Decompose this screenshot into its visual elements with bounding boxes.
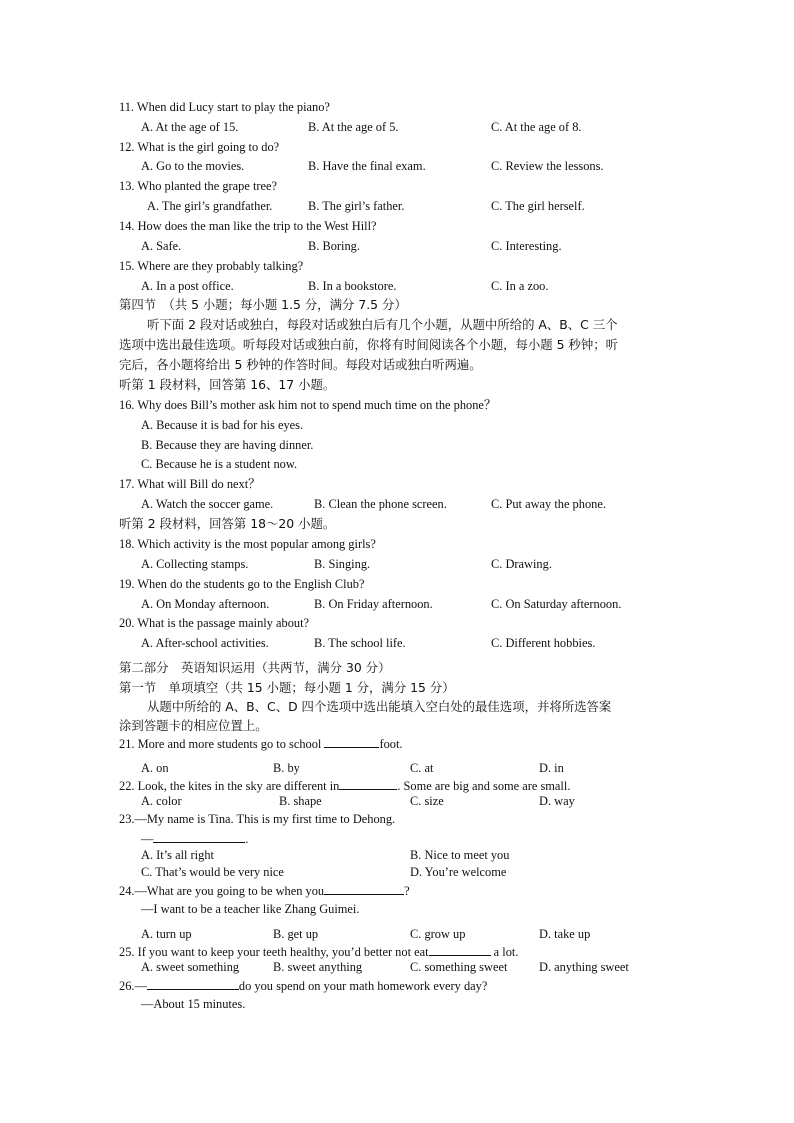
q11-option-a[interactable]: A. At the age of 15. <box>141 120 239 134</box>
section4-instruction-2: 选项中选出最佳选项。听每段对话或独白前，你将有时间阅读各个小题，每小题 5 秒钟；听 <box>119 337 618 352</box>
q17-option-c[interactable]: C. Put away the phone. <box>491 497 606 511</box>
q22-option-b[interactable]: B. shape <box>279 794 322 808</box>
q11-stem: 11. When did Lucy start to play the piano? <box>119 100 330 114</box>
q19-stem: 19. When do the students go to the English Club? <box>119 577 365 591</box>
part2-section1-title: 第一节 单项填空（共 15 小题；每小题 1 分，满分 15 分） <box>119 680 455 695</box>
q22-stem-post: . Some are big and some are small. <box>397 779 571 793</box>
q24-option-c[interactable]: C. grow up <box>410 927 466 941</box>
q25-stem-pre: 25. If you want to keep your teeth healthy, you’d better not eat <box>119 945 429 959</box>
q24-line2: —I want to be a teacher like Zhang Guimei. <box>141 902 360 916</box>
q12-option-c[interactable]: C. Review the lessons. <box>491 159 604 173</box>
q18-option-a[interactable]: A. Collecting stamps. <box>141 557 249 571</box>
q25-stem-post: a lot. <box>490 945 519 959</box>
q16-stem: 16. Why does Bill’s mother ask him not to spend much time on the phone？ <box>119 398 497 412</box>
q23-line2-pre: — <box>141 832 154 846</box>
q22-option-a[interactable]: A. color <box>141 794 182 808</box>
q14-option-b[interactable]: B. Boring. <box>308 239 360 253</box>
q13-option-b[interactable]: B. The girl’s father. <box>308 199 405 213</box>
q17-stem: 17. What will Bill do next？ <box>119 477 261 491</box>
material-2-note: 听第 2 段材料，回答第 18～20 小题。 <box>119 516 336 531</box>
q23-line1: 23.—My name is Tina. This is my first time to Dehong. <box>119 812 396 826</box>
q25-blank[interactable] <box>429 943 491 956</box>
q20-option-c[interactable]: C. Different hobbies. <box>491 636 596 650</box>
q24-option-a[interactable]: A. turn up <box>141 927 192 941</box>
q15-stem: 15. Where are they probably talking? <box>119 259 304 273</box>
q23-line2 <box>141 830 249 847</box>
part2-instruction-2: 涂到答题卡的相应位置上。 <box>119 718 268 733</box>
q25-option-d[interactable]: D. anything sweet <box>539 960 629 974</box>
q12-option-b[interactable]: B. Have the final exam. <box>308 159 426 173</box>
q21-option-b[interactable]: B. by <box>273 761 300 775</box>
q26-line2: —About 15 minutes. <box>141 997 246 1011</box>
q19-option-a[interactable]: A. On Monday afternoon. <box>141 597 270 611</box>
q25-option-c[interactable]: C. something sweet <box>410 960 508 974</box>
q21-option-a[interactable]: A. on <box>141 761 169 775</box>
q20-option-a[interactable]: A. After-school activities. <box>141 636 269 650</box>
q21-stem <box>119 735 403 752</box>
q19-option-b[interactable]: B. On Friday afternoon. <box>314 597 433 611</box>
q26-stem-pre: 26.— <box>119 979 147 993</box>
part2-title: 第二部分 英语知识运用（共两节，满分 30 分） <box>119 660 391 675</box>
q26-blank[interactable] <box>147 977 239 990</box>
q21-blank[interactable] <box>324 735 379 748</box>
q14-stem: 14. How does the man like the trip to the West Hill? <box>119 219 377 233</box>
q11-option-c[interactable]: C. At the age of 8. <box>491 120 582 134</box>
q20-stem: 20. What is the passage mainly about? <box>119 616 310 630</box>
q21-stem-post: foot. <box>379 737 403 751</box>
q22-option-d[interactable]: D. way <box>539 794 575 808</box>
q24-stem <box>119 882 410 899</box>
q13-option-c[interactable]: C. The girl herself. <box>491 199 585 213</box>
q23-blank[interactable] <box>153 830 245 843</box>
q18-stem: 18. Which activity is the most popular among girls? <box>119 537 376 551</box>
q25-option-b[interactable]: B. sweet anything <box>273 960 363 974</box>
q24-option-b[interactable]: B. get up <box>273 927 319 941</box>
section4-instruction-3: 完后，各小题将给出 5 秒钟的作答时间。每段对话或独白听两遍。 <box>119 357 482 372</box>
q22-stem <box>119 777 570 794</box>
q26-stem-post: do you spend on your math homework every day? <box>238 979 488 993</box>
section4-title: 第四节 （共 5 小题；每小题 1.5 分，满分 7.5 分） <box>119 297 407 312</box>
part2-instruction-1: 从题中所给的 A、B、C、D 四个选项中选出能填入空白处的最佳选项，并将所选答案 <box>147 699 612 714</box>
q11-option-b[interactable]: B. At the age of 5. <box>308 120 399 134</box>
q21-option-c[interactable]: C. at <box>410 761 434 775</box>
q13-option-a[interactable]: A. The girl’s grandfather. <box>147 199 273 213</box>
q24-stem-post: ? <box>404 884 410 898</box>
q16-option-c[interactable]: C. Because he is a student now. <box>141 457 298 471</box>
q19-option-c[interactable]: C. On Saturday afternoon. <box>491 597 622 611</box>
q23-option-c[interactable]: C. That’s would be very nice <box>141 865 284 879</box>
q20-option-b[interactable]: B. The school life. <box>314 636 406 650</box>
q24-option-d[interactable]: D. take up <box>539 927 591 941</box>
material-1-note: 听第 1 段材料，回答第 16、17 小题。 <box>119 377 336 392</box>
q23-line2-post: . <box>245 832 249 846</box>
q21-option-d[interactable]: D. in <box>539 761 564 775</box>
q15-option-c[interactable]: C. In a zoo. <box>491 279 549 293</box>
q17-option-a[interactable]: A. Watch the soccer game. <box>141 497 274 511</box>
q12-option-a[interactable]: A. Go to the movies. <box>141 159 245 173</box>
q15-option-a[interactable]: A. In a post office. <box>141 279 234 293</box>
q18-option-c[interactable]: C. Drawing. <box>491 557 552 571</box>
q23-option-a[interactable]: A. It’s all right <box>141 848 214 862</box>
q24-blank[interactable] <box>324 882 404 895</box>
q22-stem-pre: 22. Look, the kites in the sky are different in <box>119 779 340 793</box>
q22-option-c[interactable]: C. size <box>410 794 444 808</box>
q24-stem-pre: 24.—What are you going to be when you <box>119 884 325 898</box>
q16-option-b[interactable]: B. Because they are having dinner. <box>141 438 314 452</box>
q25-stem <box>119 943 518 960</box>
q13-stem: 13. Who planted the grape tree? <box>119 179 278 193</box>
q14-option-a[interactable]: A. Safe. <box>141 239 182 253</box>
q23-option-b[interactable]: B. Nice to meet you <box>410 848 510 862</box>
q23-option-d[interactable]: D. You’re welcome <box>410 865 507 879</box>
q22-blank[interactable] <box>339 777 397 790</box>
q14-option-c[interactable]: C. Interesting. <box>491 239 562 253</box>
q16-option-a[interactable]: A. Because it is bad for his eyes. <box>141 418 304 432</box>
section4-instruction-1: 听下面 2 段对话或独白，每段对话或独白后有几个小题，从题中所给的 A、B、C 三个 <box>147 317 618 332</box>
q17-option-b[interactable]: B. Clean the phone screen. <box>314 497 447 511</box>
q26-stem <box>119 977 487 994</box>
q15-option-b[interactable]: B. In a bookstore. <box>308 279 397 293</box>
q21-stem-pre: 21. More and more students go to school <box>119 737 325 751</box>
q18-option-b[interactable]: B. Singing. <box>314 557 371 571</box>
q25-option-a[interactable]: A. sweet something <box>141 960 240 974</box>
q12-stem: 12. What is the girl going to do? <box>119 140 280 154</box>
